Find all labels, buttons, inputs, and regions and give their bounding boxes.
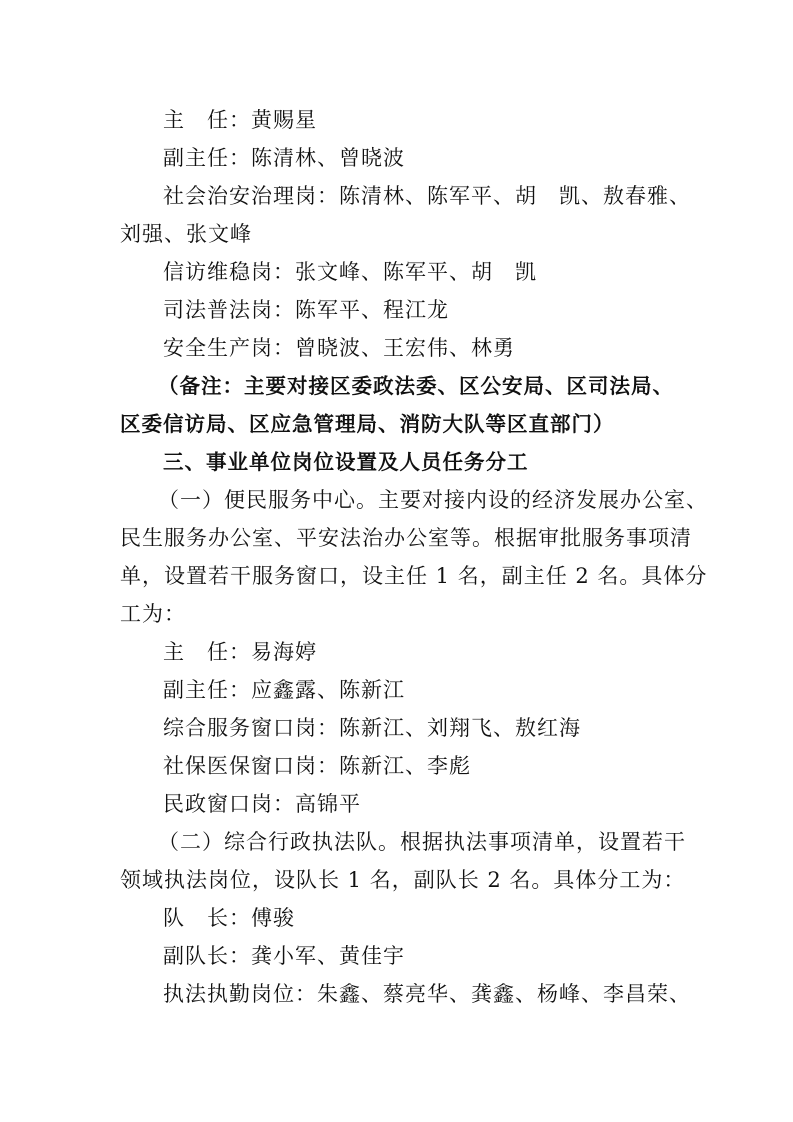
text-line-judicial-post: 司法普法岗：陈军平、程江龙	[163, 298, 449, 322]
text-line-deputy-director: 副主任：陈清林、曾晓波	[163, 146, 405, 170]
text-line-public-security-post: 社会治安治理岗：陈清林、陈军平、胡 凯、敖春雅、	[163, 184, 691, 208]
remark-line-1: （备注：主要对接区委政法委、区公安局、区司法局、	[158, 374, 674, 398]
paragraph-1-line-4: 工为：	[120, 602, 186, 626]
text-line-enforcement-post: 执法执勤岗位：朱鑫、蔡亮华、龚鑫、杨峰、李昌荣、	[163, 982, 691, 1006]
paragraph-2-line-1: （二）综合行政执法队。根据执法事项清单，设置若干	[158, 830, 686, 854]
paragraph-1-line-3: 单，设置若干服务窗口，设主任 1 名，副主任 2 名。具体分	[120, 564, 708, 588]
text-line-petition-post: 信访维稳岗：张文峰、陈军平、胡 凯	[163, 260, 537, 284]
text-line-director: 主 任：黄赐星	[163, 108, 317, 132]
text-line-service-window-post: 综合服务窗口岗：陈新江、刘翔飞、敖红海	[163, 716, 581, 740]
text-line-team-leader: 队 长：傅骏	[163, 906, 295, 930]
text-line-center-deputy: 副主任：应鑫露、陈新江	[163, 678, 405, 702]
text-line-safety-post: 安全生产岗：曾晓波、王宏伟、林勇	[163, 336, 515, 360]
text-line-center-director: 主 任：易海婷	[163, 640, 317, 664]
text-line-deputy-team-leader: 副队长：龚小军、黄佳宇	[163, 944, 405, 968]
text-line-public-security-post-cont: 刘强、张文峰	[120, 222, 252, 246]
remark-line-2: 区委信访局、区应急管理局、消防大队等区直部门）	[120, 412, 615, 436]
paragraph-1-line-1: （一）便民服务中心。主要对接内设的经济发展办公室、	[158, 488, 708, 512]
text-line-civil-affairs-window-post: 民政窗口岗：高锦平	[163, 792, 361, 816]
paragraph-2-line-2: 领域执法岗位，设队长 1 名，副队长 2 名。具体分工为：	[120, 868, 686, 892]
paragraph-1-line-2: 民生服务办公室、平安法治办公室等。根据审批服务事项清	[120, 526, 692, 550]
text-line-insurance-window-post: 社保医保窗口岗：陈新江、李彪	[163, 754, 471, 778]
section-heading-3: 三、事业单位岗位设置及人员任务分工	[163, 450, 529, 474]
